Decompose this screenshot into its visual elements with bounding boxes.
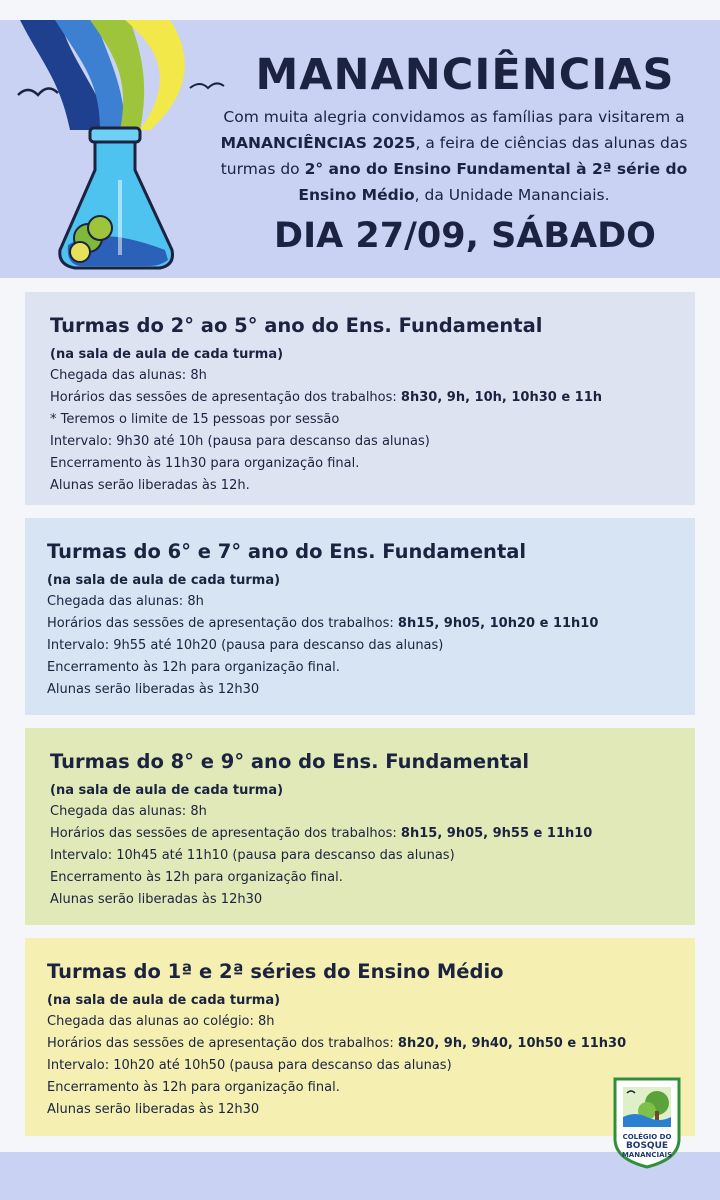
section-card-8-9 xyxy=(25,728,695,925)
logo-line-1: COLÉGIO DO xyxy=(622,1133,672,1141)
section-card-6-7 xyxy=(25,518,695,715)
intro-text-3: , da Unidade Mananciais. xyxy=(414,186,610,204)
arrival-time: Chegada das alunas: 8h xyxy=(50,804,207,819)
intro-bold-event: MANANCIÊNCIAS 2025 xyxy=(220,134,416,152)
intro-bold-grades: 2° ano do Ensino Fundamental à 2ª série do Ensino Médio xyxy=(298,160,688,204)
session-times-values: 8h15, 9h05, 10h20 e 11h10 xyxy=(397,616,599,631)
section-card-ensino-medio xyxy=(25,938,695,1136)
closing-time: Encerramento às 11h30 para organização final. xyxy=(50,456,360,471)
event-date: DIA 27/09, SÁBADO xyxy=(274,216,656,256)
release-time: Alunas serão liberadas às 12h. xyxy=(50,478,250,493)
interval-time: Intervalo: 9h55 até 10h20 (pausa para descanso das alunas) xyxy=(47,638,444,653)
section-subtitle: (na sala de aula de cada turma) xyxy=(47,573,281,588)
session-times xyxy=(50,387,695,409)
session-times xyxy=(50,823,695,845)
section-subtitle: (na sala de aula de cada turma) xyxy=(47,993,281,1008)
intro-text-1: Com muita alegria convidamos as famílias para visitarem a xyxy=(223,108,685,126)
session-times xyxy=(47,1033,695,1055)
section-title: Turmas do 2° ao 5° ano do Ens. Fundamental xyxy=(50,314,543,337)
session-times xyxy=(47,613,695,635)
logo-line-3: MANANCIAIS xyxy=(621,1151,673,1159)
section-title: Turmas do 1ª e 2ª séries do Ensino Médio xyxy=(47,960,504,983)
header-banner xyxy=(0,20,720,278)
closing-time: Encerramento às 12h para organização final. xyxy=(47,660,340,675)
intro-text-2: , a feira de ciências das alunas das turmas do xyxy=(220,134,688,178)
closing-time: Encerramento às 12h para organização final. xyxy=(47,1080,340,1095)
session-times-values: 8h15, 9h05, 9h55 e 11h10 xyxy=(400,826,593,841)
section-title: Turmas do 8° e 9° ano do Ens. Fundamental xyxy=(50,750,530,773)
session-times-values: 8h20, 9h, 9h40, 10h50 e 11h30 xyxy=(397,1036,627,1051)
closing-time: Encerramento às 12h para organização final. xyxy=(50,870,343,885)
school-logo-text xyxy=(611,1133,683,1160)
session-times-values: 8h30, 9h, 10h, 10h30 e 11h xyxy=(400,390,603,405)
arrival-time: Chegada das alunas: 8h xyxy=(50,368,207,383)
interval-time: Intervalo: 10h20 até 10h50 (pausa para descanso das alunas) xyxy=(47,1058,452,1073)
release-time: Alunas serão liberadas às 12h30 xyxy=(47,682,260,697)
arrival-time: Chegada das alunas ao colégio: 8h xyxy=(47,1014,275,1029)
section-subtitle: (na sala de aula de cada turma) xyxy=(50,347,284,362)
section-subtitle: (na sala de aula de cada turma) xyxy=(50,783,284,798)
release-time: Alunas serão liberadas às 12h30 xyxy=(50,892,263,907)
intro-paragraph xyxy=(214,104,694,208)
section-title: Turmas do 6° e 7° ano do Ens. Fundamental xyxy=(47,540,527,563)
arrival-time: Chegada das alunas: 8h xyxy=(47,594,204,609)
interval-time: Intervalo: 10h45 até 11h10 (pausa para descanso das alunas) xyxy=(50,848,455,863)
interval-time: Intervalo: 9h30 até 10h (pausa para descanso das alunas) xyxy=(50,434,430,449)
session-times-label: Horários das sessões de apresentação dos trabalhos: xyxy=(47,1036,398,1051)
session-limit-note: * Teremos o limite de 15 pessoas por sessão xyxy=(50,412,340,427)
session-times-label: Horários das sessões de apresentação dos trabalhos: xyxy=(50,390,401,405)
logo-line-2: BOSQUE xyxy=(625,1141,669,1151)
section-card-2-5 xyxy=(25,292,695,505)
release-time: Alunas serão liberadas às 12h30 xyxy=(47,1102,260,1117)
science-flask-illustration xyxy=(0,20,230,278)
page-title: MANANCIÊNCIAS xyxy=(255,50,675,100)
session-times-label: Horários das sessões de apresentação dos trabalhos: xyxy=(50,826,401,841)
session-times-label: Horários das sessões de apresentação dos trabalhos: xyxy=(47,616,398,631)
